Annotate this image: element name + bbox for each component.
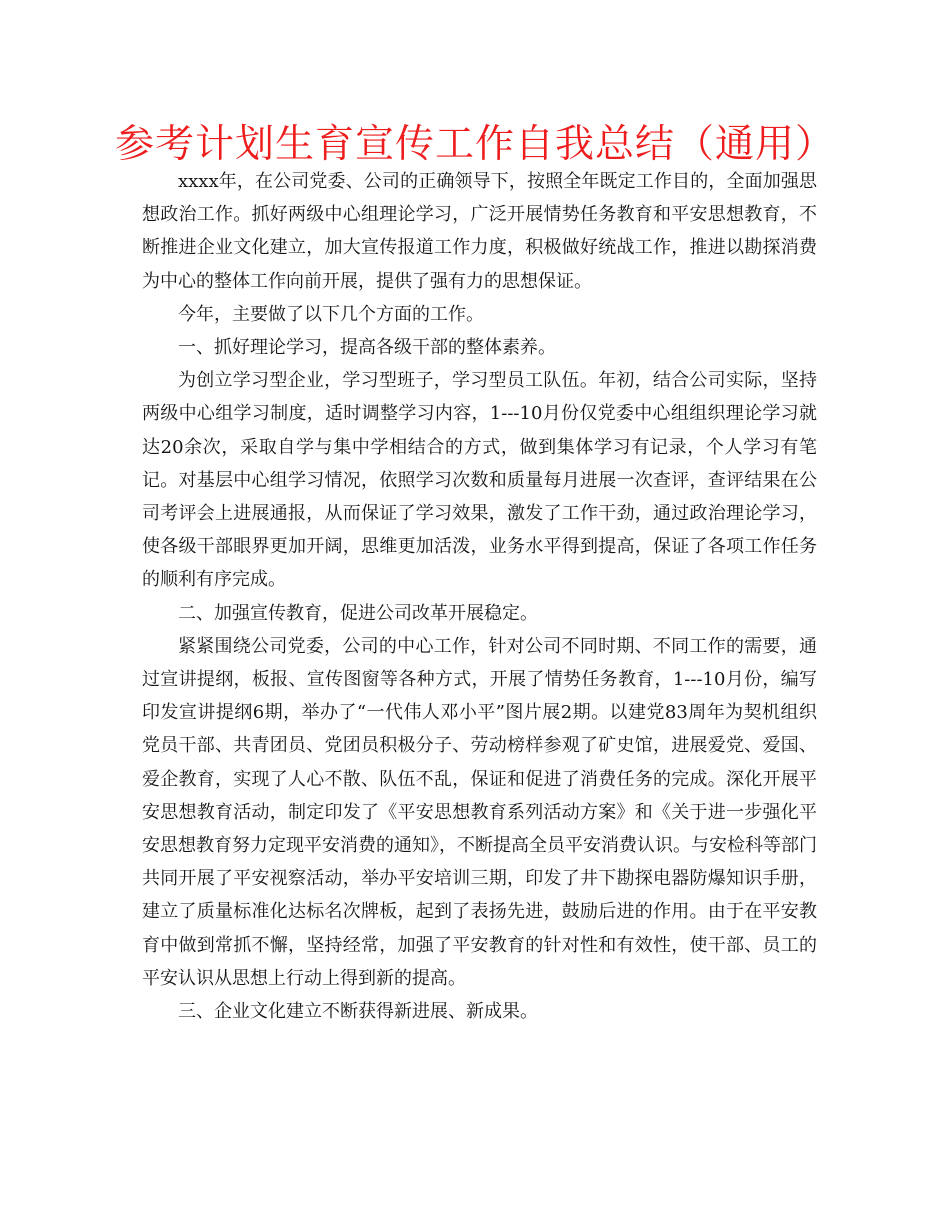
paragraph-theory-study: 为创立学习型企业，学习型班子，学习型员工队伍。年初，结合公司实际，坚持两级中心组学习制度，适时调整学习内容，1---10月份仅党委中心组组织理论学习就达20余次，采取自学与集中学相结合的方式，做到集体学习有记录，个人学习有笔记。对基层中心组学习情况，依照学习次数和质量每月进展一次查评，查评结果在公司考评会上进展通报，从而保证了学习效果，激发了工作干劲，通过政治理论学习，使各级干部眼界更加开阔，思维更加活泼，业务水平得到提高，保证了各项工作任务的顺利有序完成。 xyxy=(142,370,817,591)
paragraph-overview: 今年，主要做了以下几个方面的工作。 xyxy=(178,303,484,325)
document-body xyxy=(142,165,817,1028)
paragraph-publicity-education: 紧紧围绕公司党委，公司的中心工作，针对公司不同时期、不同工作的需要，通过宣讲提纲，板报、宣传图窗等各种方式，开展了情势任务教育，1---10月份，编写印发宣讲提纲6期，举办了“一代伟人邓小平”图片展2期。以建党83周年为契机组织党员干部、共青团员、党团员积极分子、劳动榜样参观了矿史馆，进展爱党、爱国、爱企教育，实现了人心不散、队伍不乱，保证和促进了消费任务的完成。深化开展平安思想教育活动，制定印发了《平安思想教育系列活动方案》和《关于进一步强化平安思想教育努力定现平安消费的通知》，不断提高全员平安消费认识。与安检科等部门共同开展了平安视察活动，举办平安培训三期，印发了井下勘探电器防爆知识手册，建立了质量标准化达标名次牌板，起到了表扬先进，鼓励后进的作用。由于在平安教育中做到常抓不懈，坚持经常，加强了平安教育的针对性和有效性，使干部、员工的平安认识从思想上行动上得到新的提高。 xyxy=(142,635,817,989)
section-heading-3: 三、企业文化建立不断获得新进展、新成果。 xyxy=(178,1001,538,1023)
section-heading-1: 一、抓好理论学习，提高各级干部的整体素养。 xyxy=(178,337,556,359)
document-title: 参考计划生育宣传工作自我总结（通用） xyxy=(114,122,835,167)
section-heading-2: 二、加强宣传教育，促进公司改革开展稳定。 xyxy=(178,602,538,624)
paragraph-intro: xxxx年，在公司党委、公司的正确领导下，按照全年既定工作目的，全面加强思想政治工作。抓好两级中心组理论学习，广泛开展情势任务教育和平安思想教育，不断推进企业文化建立，加大宣传报道工作力度，积极做好统战工作，推进以勘探消费为中心的整体工作向前开展，提供了强有力的思想保证。 xyxy=(142,171,817,292)
